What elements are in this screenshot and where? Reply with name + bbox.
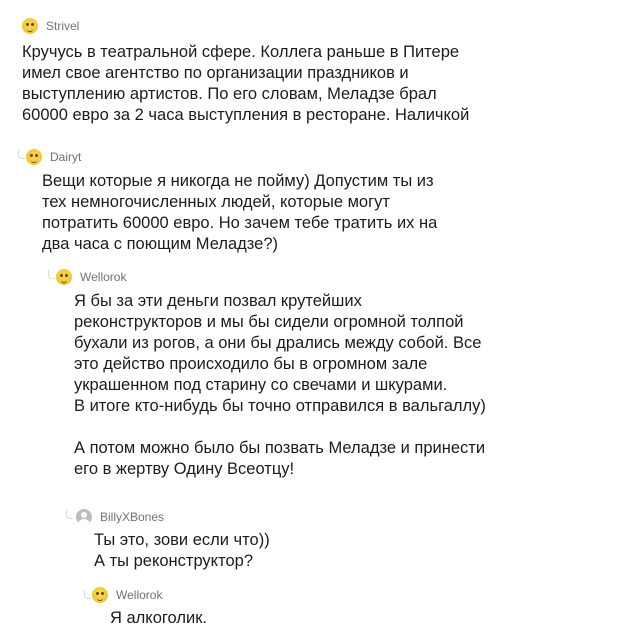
comment-username[interactable]: Wellorok xyxy=(116,588,163,602)
reply-connector xyxy=(84,590,91,599)
comment-header xyxy=(56,267,486,287)
comment-line: имел свое агентство по организации праздников и xyxy=(22,64,409,82)
comment-header xyxy=(26,147,437,167)
comment-line: украшенном под старину со свечами и шкурами. xyxy=(74,376,448,394)
comment-line: потратить 60000 евро. Но зачем тебе тратить их на xyxy=(42,214,438,232)
comment-dairyt xyxy=(26,147,437,255)
comment-text xyxy=(22,42,469,126)
comment-header xyxy=(92,585,207,605)
comment-line: реконструкторов и мы бы сидели огромной толпой xyxy=(74,313,464,331)
smiley-emoji-icon[interactable] xyxy=(22,18,38,34)
comment-line: Ты это, зови если что)) xyxy=(94,531,270,549)
smiley-emoji-icon[interactable] xyxy=(92,587,108,603)
comment-line: тех немногочисленных людей, которые могут xyxy=(42,193,390,211)
comment-username[interactable]: Dairyt xyxy=(50,150,82,164)
comment-line: А потом можно было бы позвать Меладзе и принести xyxy=(74,439,486,457)
smiley-emoji-icon[interactable] xyxy=(56,269,72,285)
reply-connector xyxy=(66,510,73,519)
comment-line: Я бы за эти деньги позвал крутейших xyxy=(74,292,362,310)
comment-strivel xyxy=(22,16,469,126)
comment-text xyxy=(110,608,207,629)
smiley-emoji-icon[interactable] xyxy=(26,149,42,165)
comment-text xyxy=(94,530,270,572)
comment-header xyxy=(22,16,469,36)
default-user-avatar-icon[interactable] xyxy=(76,509,92,525)
comment-line-blank xyxy=(74,417,486,438)
comment-text xyxy=(42,171,437,255)
comment-billyxbones xyxy=(76,507,270,572)
comment-username[interactable]: BillyXBones xyxy=(100,510,165,524)
comment-text xyxy=(74,291,486,480)
comment-line: бухали из рогов, а они бы дрались между собой. Все xyxy=(74,334,482,352)
comment-line: его в жертву Одину Всеотцу! xyxy=(74,460,295,478)
comment-line: это действо происходило бы в огромном зале xyxy=(74,355,428,373)
comment-username[interactable]: Strivel xyxy=(46,19,80,33)
comment-line: В итоге кто-нибудь бы точно отправился в вальгаллу) xyxy=(74,397,486,415)
comment-line: Кручусь в театральной сфере. Коллега раньше в Питере xyxy=(22,43,460,61)
comment-line: 60000 евро за 2 часа выступления в ресторане. Наличкой xyxy=(22,106,470,124)
comment-wellorok-reply xyxy=(92,585,207,629)
comment-line: А ты реконструктор? xyxy=(94,552,253,570)
reply-connector xyxy=(18,150,25,159)
reply-connector xyxy=(48,270,55,279)
comment-line: Вещи которые я никогда не пойму) Допустим ты из xyxy=(42,172,434,190)
comment-wellorok xyxy=(56,267,486,480)
comment-line: выступлению артистов. По его словам, Меладзе брал xyxy=(22,85,437,103)
comment-header xyxy=(76,507,270,527)
comment-line: два часа с поющим Меладзе?) xyxy=(42,235,279,253)
comment-username[interactable]: Wellorok xyxy=(80,270,127,284)
comment-line: Я алкоголик. xyxy=(110,609,208,627)
